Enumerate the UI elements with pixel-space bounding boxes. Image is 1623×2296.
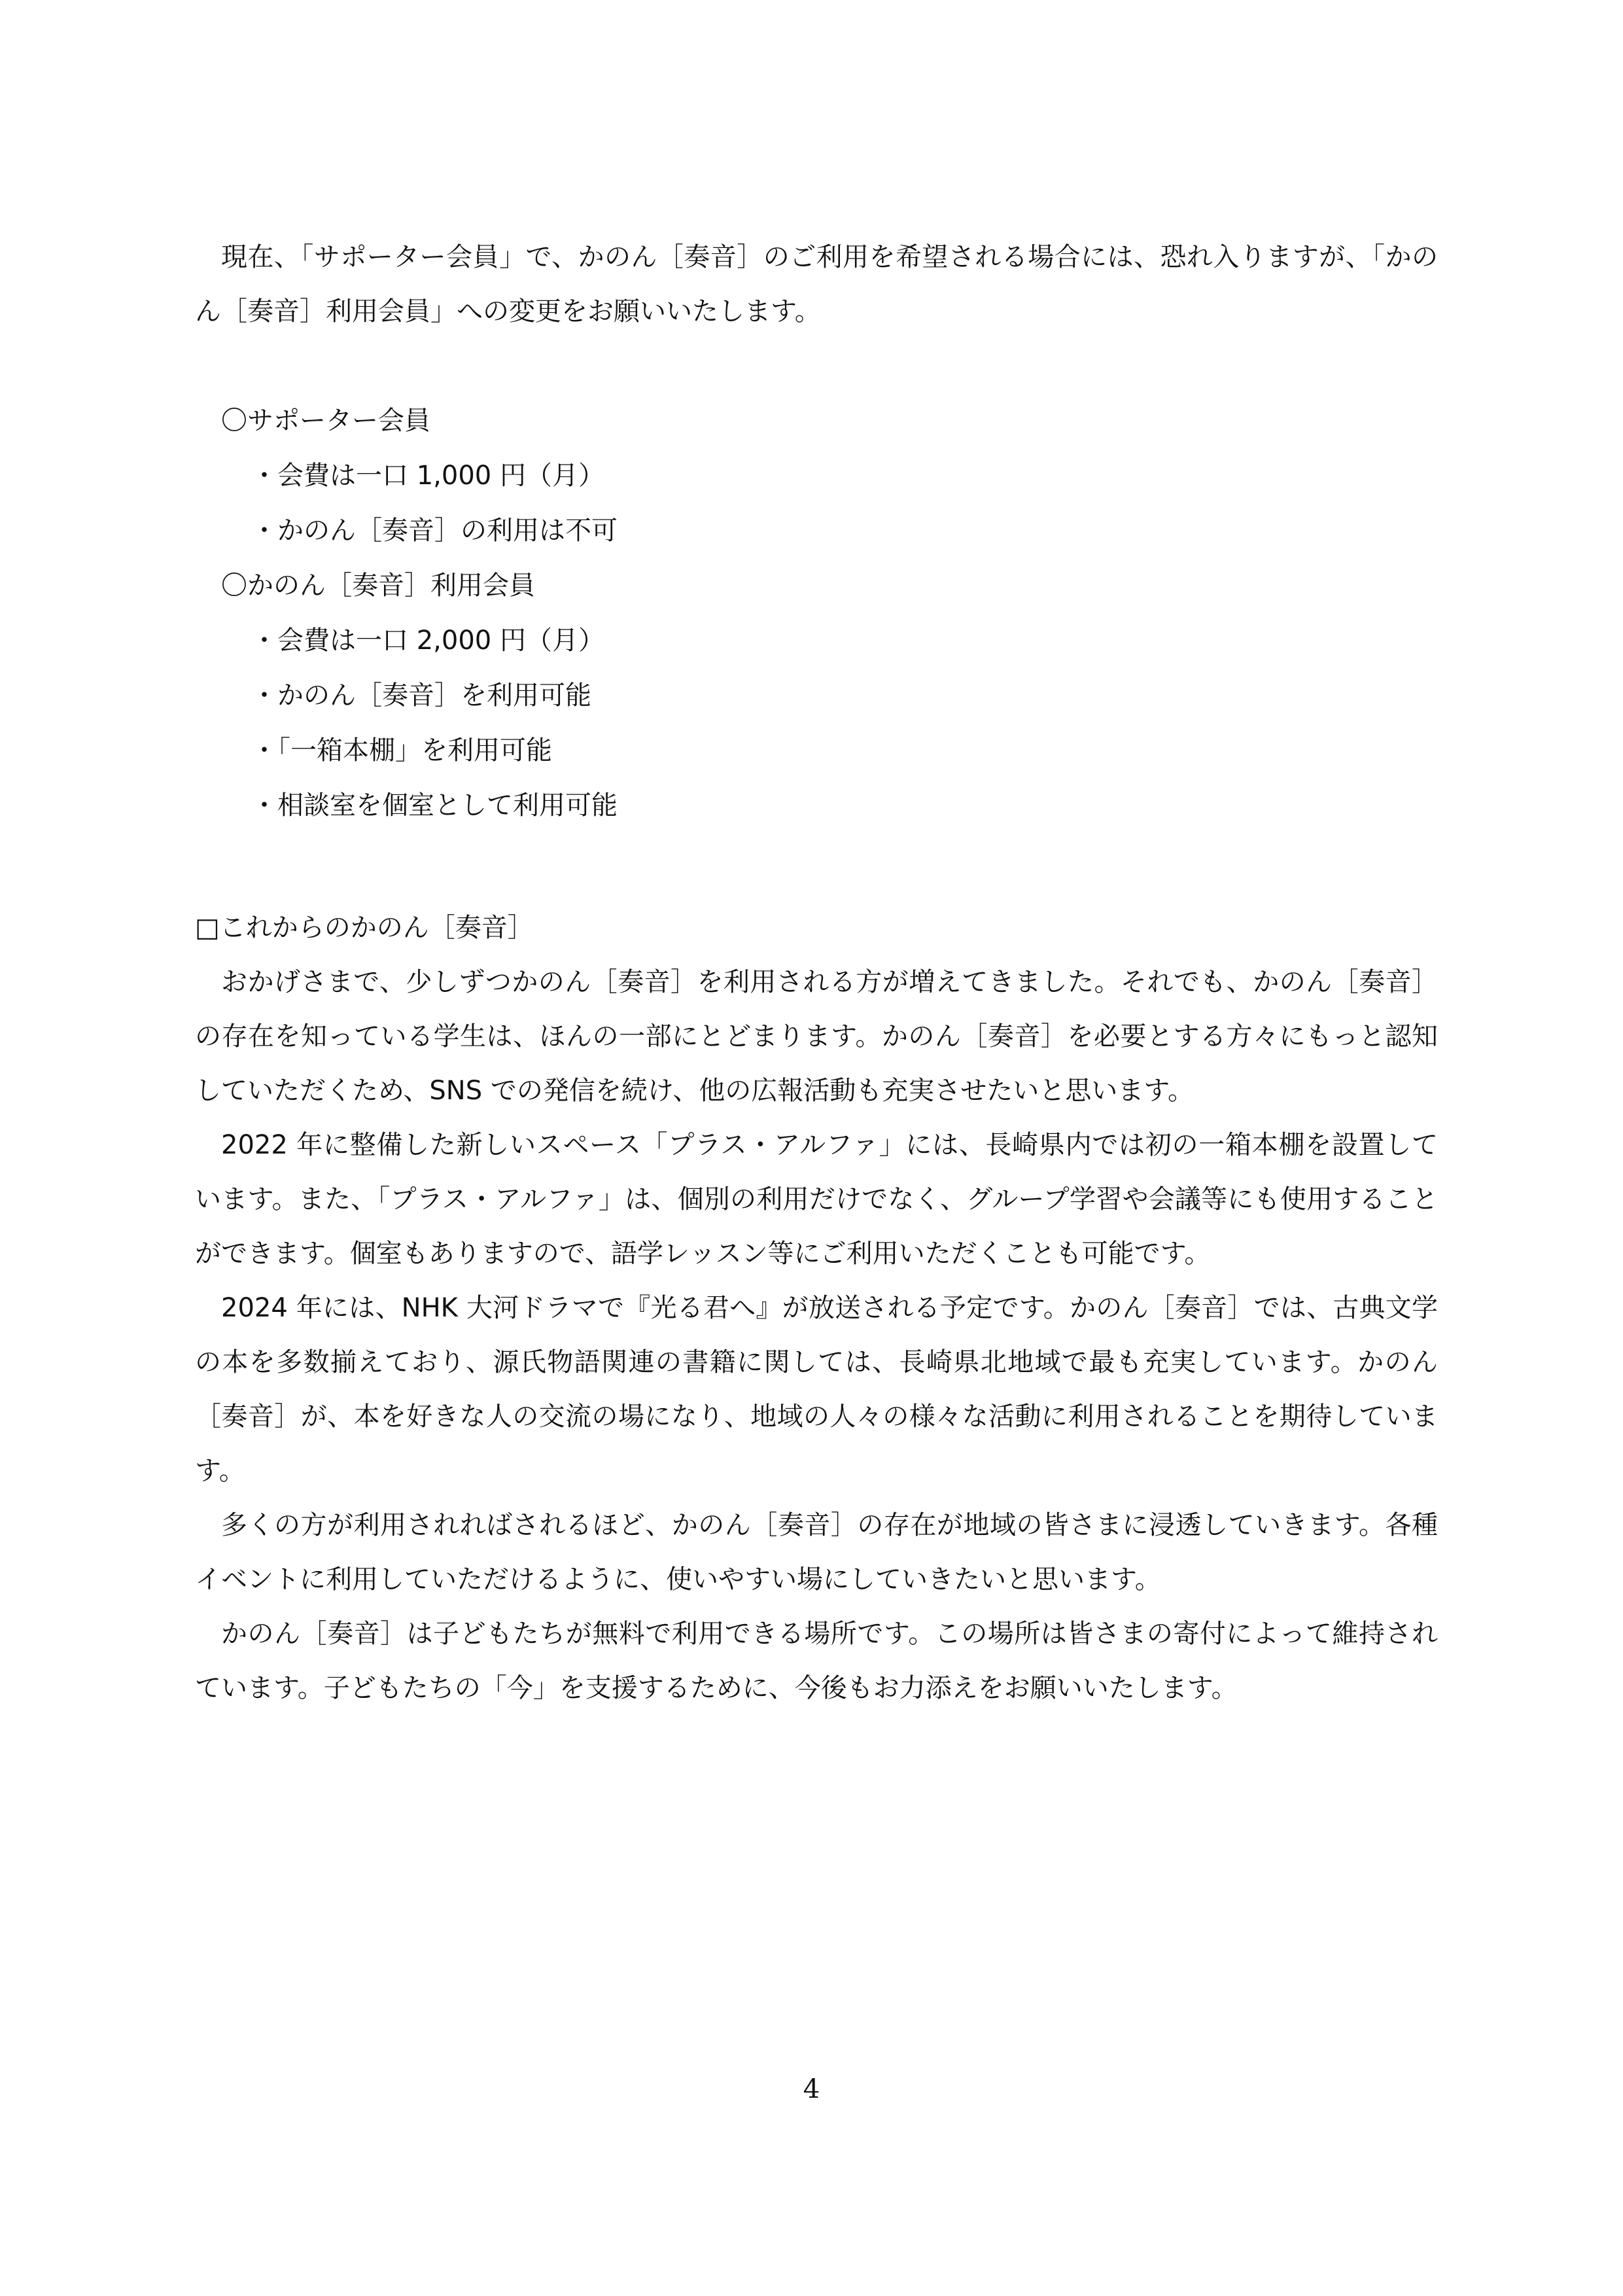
page-number: 4 bbox=[803, 2074, 820, 2104]
supporter-member-usage: ・かのん［奏音］の利用は不可 bbox=[251, 516, 618, 546]
paragraph-donations: かのん［奏音］は子どもたちが無料で利用できる場所です。この場所は皆さまの寄付によって維持されています。子どもたちの「今」を支援するために、今後もお力添えをお願いいたします。 bbox=[195, 1619, 1438, 1703]
paragraph-events: 多くの方が利用されればされるほど、かのん［奏音］の存在が地域の皆さまに浸透していきます。各種イベントに利用していただけるように、使いやすい場にしていきたいと思います。 bbox=[195, 1510, 1438, 1595]
paragraph-classics: 2024 年には、NHK 大河ドラマで『光る君へ』が放送される予定です。かのん［奏音］では、古典文学の本を多数揃えており、源氏物語関連の書籍に関しては、長崎県北地域で最も充実しています。かのん［奏音］が、本を好きな人の交流の場になり、地域の人々の様々な活動に利用されることを期待しています。 bbox=[195, 1293, 1438, 1486]
user-member-fee: ・会費は一口 2,000 円（月） bbox=[251, 626, 604, 656]
paragraph-awareness: おかげさまで、少しずつかのん［奏音］を利用される方が増えてきました。それでも、かのん［奏音］の存在を知っている学生は、ほんの一部にとどまります。かのん［奏音］を必要とする方々にもっと認知していただくため、SNS での発信を続け、他の広報活動も充実させたいと思います。 bbox=[195, 967, 1438, 1106]
user-member-bookshelf: ・「一箱本棚」を利用可能 bbox=[251, 735, 552, 766]
spacer bbox=[195, 339, 1438, 393]
membership-list bbox=[195, 393, 1438, 833]
supporter-member-fee: ・会費は一口 1,000 円（月） bbox=[251, 461, 604, 491]
page-content bbox=[195, 230, 1438, 1716]
user-member-heading: 〇かのん［奏音］利用会員 bbox=[221, 571, 535, 601]
user-member-private-room: ・相談室を個室として利用可能 bbox=[251, 790, 618, 821]
paragraph-plus-alpha: 2022 年に整備した新しいスペース「プラス・アルファ」には、長崎県内では初の一箱本棚を設置しています。また、「プラス・アルファ」は、個別の利用だけでなく、グループ学習や会議等にも使用することができます。個室もありますので、語学レッスン等にご利用いただくことも可能です。 bbox=[195, 1130, 1438, 1269]
intro-paragraph: 現在、「サポーター会員」で、かのん［奏音］のご利用を希望される場合には、恐れ入りますが、「かのん［奏音］利用会員」への変更をお願いいたします。 bbox=[195, 242, 1438, 327]
user-member-usage: ・かのん［奏音］を利用可能 bbox=[251, 680, 591, 711]
supporter-member-heading: 〇サポーター会員 bbox=[221, 406, 430, 436]
section-heading: □これからのかのん［奏音］ bbox=[195, 913, 534, 943]
spacer bbox=[195, 833, 1438, 887]
